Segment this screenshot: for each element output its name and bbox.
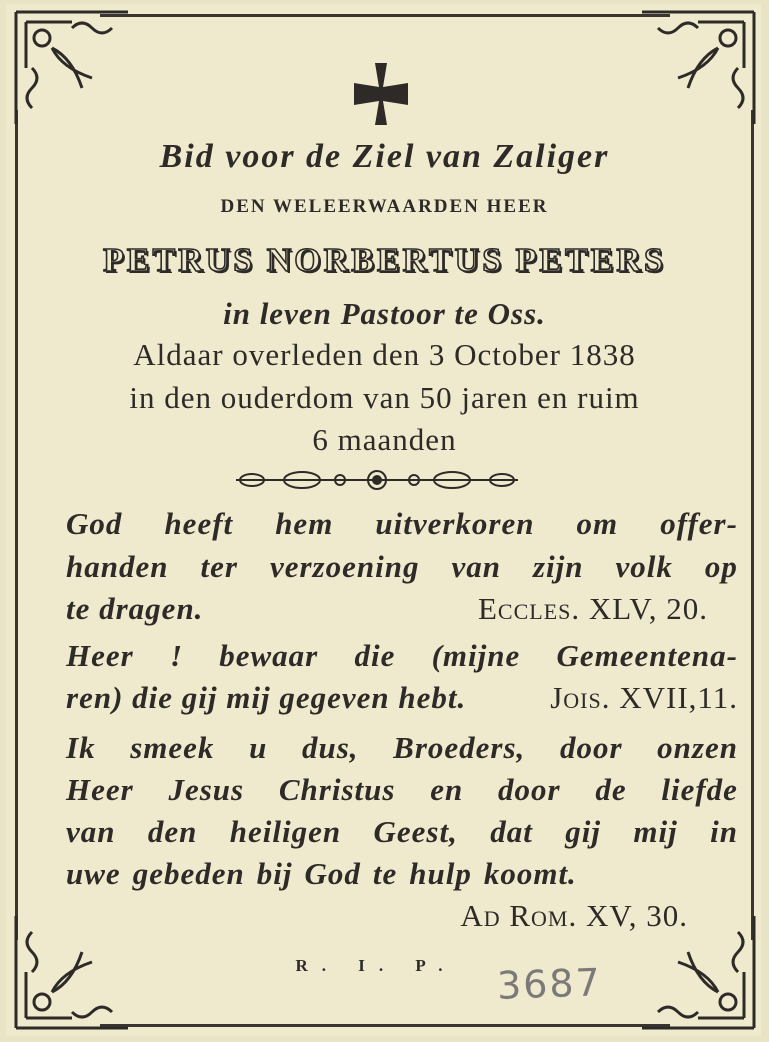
prayer-line: Bid voor de Ziel van Zaliger: [159, 138, 610, 175]
verse-word: om: [576, 506, 619, 541]
ornamental-divider: [232, 468, 522, 492]
verse-word: uitverkoren: [375, 506, 535, 541]
rip-mark: R. I. P.: [295, 956, 457, 975]
verse-word: God: [66, 506, 123, 541]
verse-word: bewaar: [219, 638, 319, 673]
title-line: DEN WELEERWAARDEN HEER: [220, 196, 549, 217]
verse-word: smeek: [130, 730, 215, 765]
verse-word: mij: [633, 814, 678, 849]
verse-word: Broeders,: [393, 730, 526, 765]
verse-word: zijn: [532, 549, 584, 584]
verse-1-end: te dragen.: [66, 591, 204, 626]
verse-word: volk: [615, 549, 673, 584]
verse-word: hem: [275, 506, 334, 541]
verse-word: ter: [200, 549, 238, 584]
corner-ornament-top-right: [638, 8, 758, 128]
verse-3-line-2: [66, 772, 738, 808]
verse-word: offer-: [660, 506, 738, 541]
verse-word: (mijne: [431, 638, 521, 673]
death-date-line: Aldaar overleden den 3 October 1838: [133, 337, 636, 372]
months-line: 6 maanden: [312, 422, 457, 457]
verse-word: koomt.: [483, 856, 577, 891]
verse-word: verzoening: [269, 549, 420, 584]
verse-word: u: [249, 730, 268, 765]
verse-word: Ik: [66, 730, 96, 765]
verse-word: van: [66, 814, 116, 849]
verse-word: Gemeentena-: [556, 638, 738, 673]
verse-3-reference: Ad Rom. XV, 30.: [460, 898, 688, 933]
verse-word: gij: [565, 814, 601, 849]
verse-2-end: ren) die gij mij gegeven hebt.: [66, 680, 467, 715]
corner-ornament-top-left: [12, 8, 132, 128]
verse-word: onzen: [657, 730, 738, 765]
deceased-name: PETRUS NORBERTUS PETERS: [103, 242, 666, 279]
verse-2-line-1: [66, 638, 738, 674]
frame-top: [100, 14, 670, 17]
verse-word: bij: [256, 856, 293, 891]
frame-left: [15, 110, 18, 940]
verse-1-line-1: [66, 506, 738, 542]
verse-2-line-2: [66, 680, 738, 716]
verse-word: te: [372, 856, 398, 891]
frame-right: [751, 110, 754, 940]
verse-word: handen: [66, 549, 169, 584]
verse-word: God: [304, 856, 361, 891]
verse-word: en: [430, 772, 464, 807]
verse-word: hulp: [409, 856, 472, 891]
verse-3-reference-line: [66, 898, 738, 934]
verse-word: Christus: [278, 772, 396, 807]
verse-word: Jesus: [168, 772, 245, 807]
verse-word: in: [710, 814, 738, 849]
verse-1-reference: Eccles. XLV, 20.: [477, 591, 708, 626]
verse-word: liefde: [661, 772, 738, 807]
verse-word: gebeden: [132, 856, 245, 891]
verse-2-reference: Jois. XVII,11.: [550, 680, 738, 715]
cross-pattee-icon: [348, 63, 414, 125]
office-line: in leven Pastoor te Oss.: [223, 296, 546, 331]
age-line: in den ouderdom van 50 jaren en ruim: [129, 380, 640, 415]
verse-word: Geest,: [373, 814, 458, 849]
verse-word: de: [595, 772, 627, 807]
verse-3-line-1: [66, 730, 738, 766]
verse-word: van: [451, 549, 501, 584]
verse-word: den: [147, 814, 198, 849]
verse-word: dus,: [301, 730, 359, 765]
verse-3-line-4: [66, 856, 738, 892]
verse-3-line-3: [66, 814, 738, 850]
frame-bottom: [100, 1024, 670, 1027]
verse-word: dat: [490, 814, 533, 849]
verse-word: Heer: [66, 638, 134, 673]
verse-word: Heer: [66, 772, 134, 807]
verse-word: op: [704, 549, 738, 584]
verse-1-line-2: [66, 549, 738, 585]
archive-number: 3687: [496, 960, 603, 1008]
verse-word: uwe: [66, 856, 121, 891]
verse-word: die: [354, 638, 396, 673]
verse-word: heeft: [164, 506, 234, 541]
verse-word: door: [559, 730, 623, 765]
verse-1-line-3: [66, 591, 738, 627]
verse-word: heiligen: [229, 814, 342, 849]
verse-word: door: [497, 772, 561, 807]
verse-word: !: [169, 638, 184, 673]
